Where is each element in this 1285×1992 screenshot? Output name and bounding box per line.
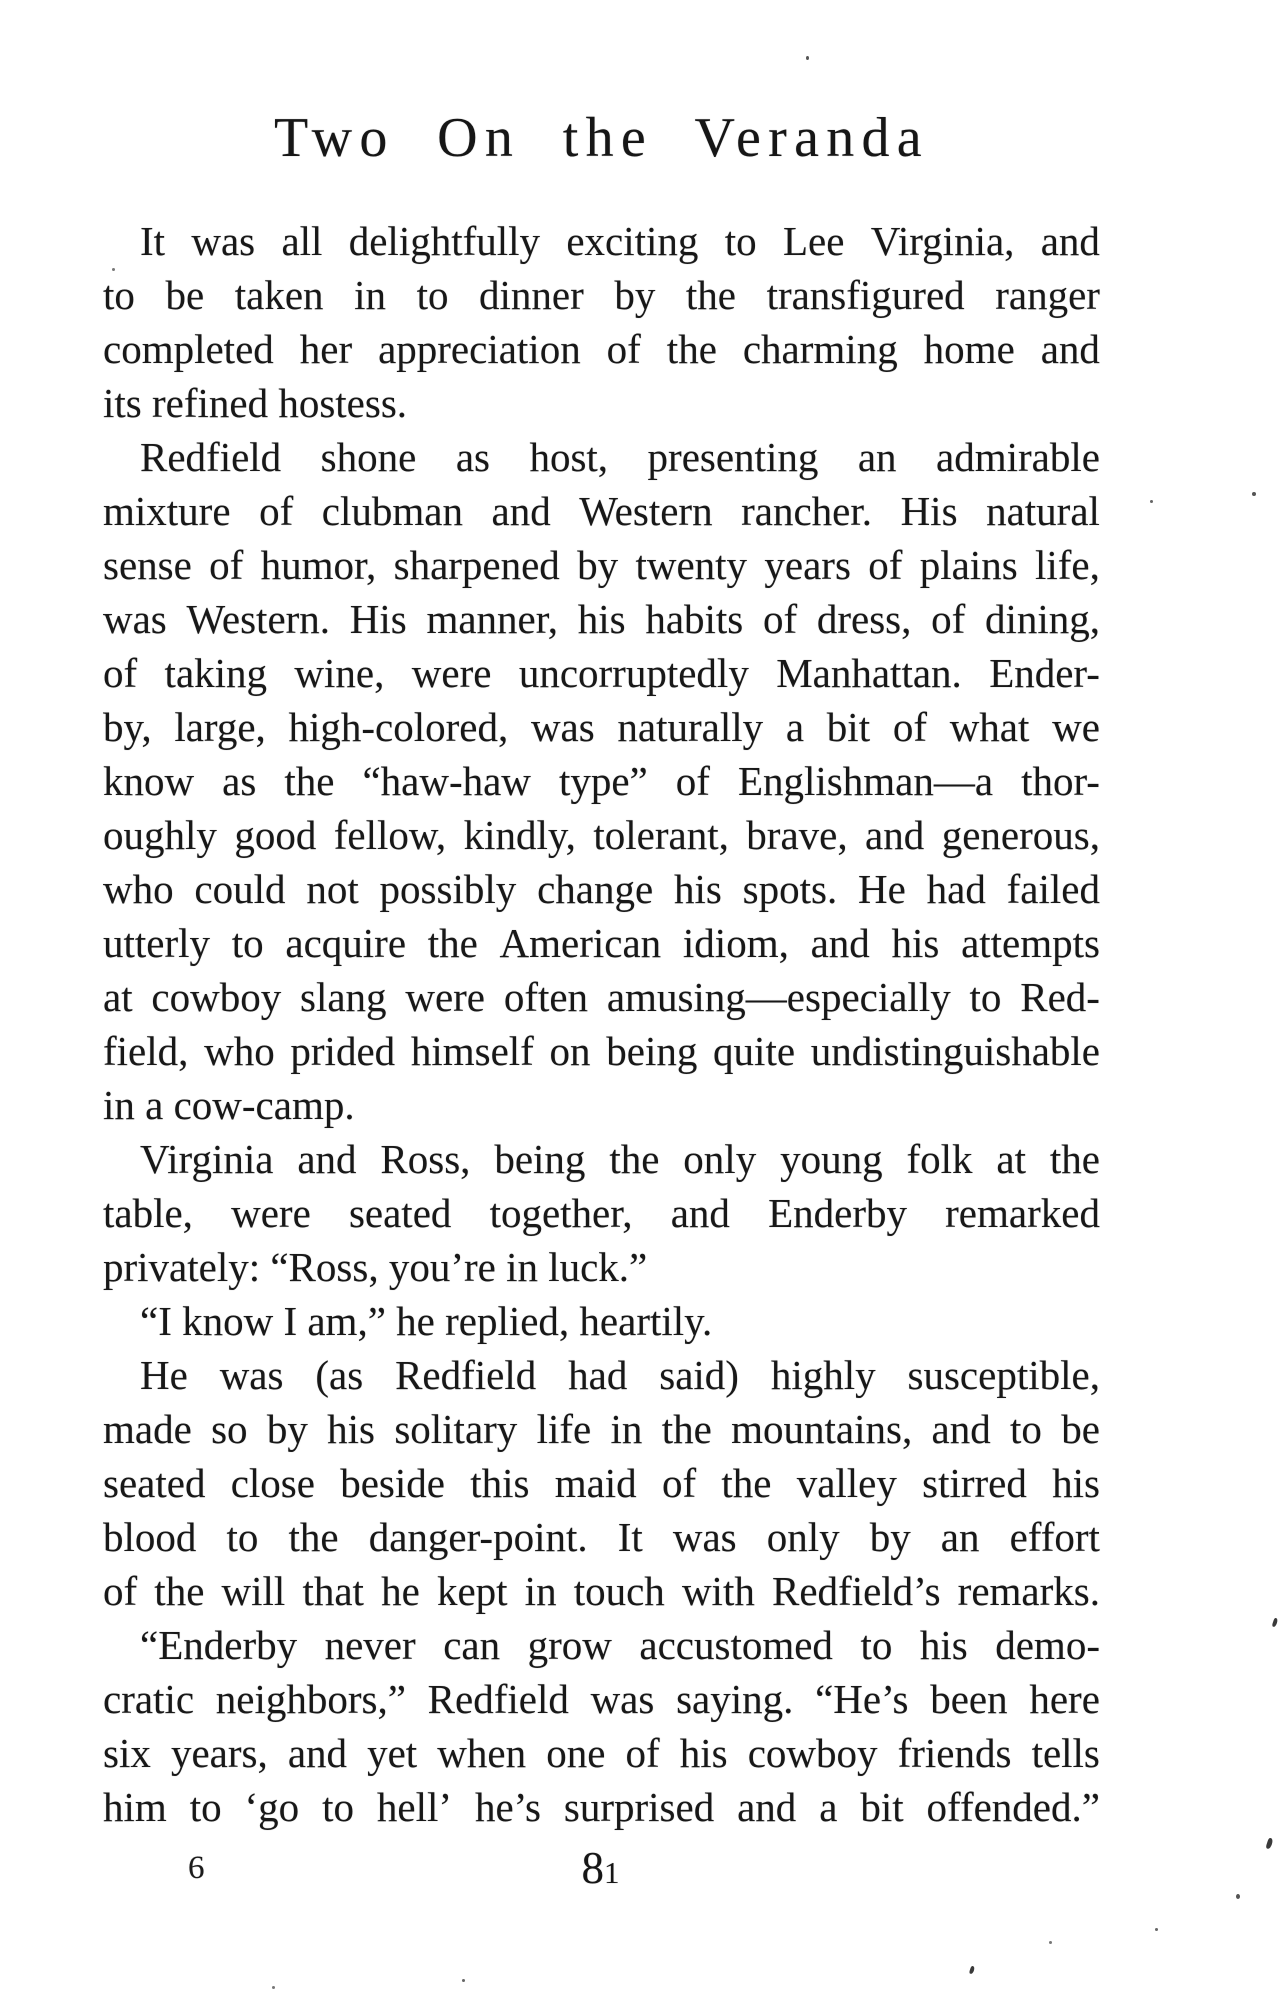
- text-line: [103, 916, 1100, 970]
- word: made: [103, 1406, 192, 1452]
- scan-speck: [969, 1966, 975, 1975]
- word: be: [1061, 1406, 1100, 1452]
- word: uncorruptedly: [518, 650, 749, 696]
- word: Enderby: [768, 1190, 907, 1236]
- scan-speck: [1049, 1941, 1052, 1944]
- word: was: [219, 1352, 284, 1398]
- text-line: [103, 700, 1100, 754]
- word: at: [996, 1136, 1027, 1182]
- text-line: [103, 1564, 1100, 1618]
- word: in: [610, 1406, 643, 1452]
- word: table,: [103, 1190, 193, 1236]
- word: when: [437, 1730, 527, 1776]
- word: his: [1052, 1460, 1100, 1506]
- word: of: [103, 1568, 138, 1614]
- word: himself: [410, 1028, 534, 1074]
- word: his: [327, 1406, 376, 1452]
- word: the: [154, 1568, 205, 1614]
- text-line: [103, 1618, 1100, 1672]
- word: accustomed: [639, 1622, 833, 1668]
- word: wine,: [294, 650, 385, 696]
- word: here: [1029, 1676, 1100, 1722]
- signature-mark: 6: [188, 1850, 205, 1886]
- word: Ender-: [989, 650, 1100, 696]
- word: admirable: [936, 434, 1100, 480]
- paragraph: [103, 214, 1100, 430]
- word: at: [103, 974, 133, 1020]
- word: folk: [906, 1136, 973, 1182]
- word: field,: [103, 1028, 189, 1074]
- word: an: [940, 1514, 980, 1560]
- word: “haw-haw: [362, 758, 531, 804]
- word: an: [857, 434, 897, 480]
- word: fellow,: [333, 812, 447, 858]
- word: this: [470, 1460, 530, 1506]
- text-line: [103, 1510, 1100, 1564]
- word: idiom,: [682, 920, 789, 966]
- word: the: [284, 758, 335, 804]
- word: know: [103, 758, 195, 804]
- word: remarked: [945, 1190, 1100, 1236]
- word: Western.: [186, 596, 331, 642]
- word: presenting: [647, 434, 819, 480]
- text-line: [103, 538, 1100, 592]
- word: Virginia: [140, 1136, 274, 1182]
- word: and: [670, 1190, 730, 1236]
- word: possibly: [379, 866, 517, 912]
- scan-speck: [806, 56, 809, 60]
- word: we: [1052, 704, 1100, 750]
- word: to: [231, 920, 264, 966]
- word: seated: [103, 1460, 206, 1506]
- word: and: [491, 488, 551, 534]
- word: quite: [713, 1028, 796, 1074]
- word: life: [536, 1406, 592, 1452]
- word: and: [297, 1136, 357, 1182]
- word: a: [785, 704, 805, 750]
- word: the: [1049, 1136, 1100, 1182]
- word: and: [737, 1784, 797, 1830]
- word: him: [103, 1784, 167, 1830]
- word: to: [969, 974, 1002, 1020]
- word: effort: [1009, 1514, 1100, 1560]
- word: only: [683, 1136, 757, 1182]
- word: natural: [986, 488, 1100, 534]
- word: blood: [103, 1514, 197, 1560]
- word: manner,: [426, 596, 559, 642]
- page-footer: [103, 1840, 1100, 1896]
- scan-speck: [1265, 1837, 1273, 1849]
- page-body: [103, 214, 1100, 1834]
- word: charming: [742, 326, 898, 372]
- word: undistinguishable: [810, 1028, 1100, 1074]
- word: to: [103, 272, 135, 318]
- word: of: [931, 596, 966, 642]
- word: maid: [554, 1460, 637, 1506]
- word: Redfield: [140, 434, 282, 480]
- word: failed: [1006, 866, 1100, 912]
- word: can: [443, 1622, 501, 1668]
- word: to: [416, 272, 449, 318]
- scan-speck: [272, 1986, 275, 1989]
- word: kindly,: [463, 812, 576, 858]
- word: the: [666, 326, 717, 372]
- word: generous,: [941, 812, 1100, 858]
- word: acquire: [285, 920, 407, 966]
- word: he: [381, 1568, 420, 1614]
- chapter-title: Two On the Veranda: [274, 107, 929, 169]
- word: on: [549, 1028, 591, 1074]
- word: not: [306, 866, 359, 912]
- word: six: [103, 1730, 151, 1776]
- word: home: [923, 326, 1015, 372]
- word: the: [609, 1136, 660, 1182]
- word: dining,: [984, 596, 1100, 642]
- text-line: [103, 1726, 1100, 1780]
- word: shone: [320, 434, 417, 480]
- text-line: [103, 1456, 1100, 1510]
- word: of: [259, 488, 294, 534]
- word: His: [900, 488, 958, 534]
- word: mixture: [103, 488, 231, 534]
- word: completed: [103, 326, 274, 372]
- word: to: [724, 218, 757, 264]
- word: and: [287, 1730, 348, 1776]
- paragraph: [103, 1294, 1100, 1348]
- text-line: [103, 808, 1100, 862]
- paragraph: [103, 1618, 1100, 1834]
- word: had: [568, 1352, 628, 1398]
- text-line: [103, 1186, 1100, 1240]
- word: was: [590, 1676, 655, 1722]
- text-line: [103, 754, 1100, 808]
- word: were: [411, 650, 492, 696]
- word: high-colored,: [288, 704, 509, 750]
- word: Lee: [782, 218, 845, 264]
- word: had: [926, 866, 986, 912]
- word: were: [405, 974, 486, 1020]
- word: by: [614, 272, 656, 318]
- word: being: [606, 1028, 698, 1074]
- page-number-digit: 1: [604, 1855, 622, 1890]
- word: spots.: [742, 866, 838, 912]
- word: of: [661, 1460, 697, 1506]
- word: that: [302, 1568, 364, 1614]
- word: humor,: [260, 542, 377, 588]
- word: young: [780, 1136, 883, 1182]
- text-line: [103, 970, 1100, 1024]
- word: good: [234, 812, 317, 858]
- word: naturally: [617, 704, 764, 750]
- scan-speck: [1236, 1894, 1240, 1899]
- text-line: [103, 1132, 1100, 1186]
- paragraph: [103, 1348, 1100, 1618]
- word: It: [140, 218, 166, 264]
- word: close: [230, 1460, 315, 1506]
- word: to: [1010, 1406, 1042, 1452]
- word: cowboy: [151, 974, 282, 1020]
- word: plains: [919, 542, 1018, 588]
- word: of: [868, 542, 903, 588]
- word: Redfield: [395, 1352, 537, 1398]
- paragraph: [103, 430, 1100, 1132]
- word: amusing—especially: [606, 974, 951, 1020]
- word: exciting: [566, 218, 699, 264]
- word: could: [194, 866, 286, 912]
- word: taking: [164, 650, 268, 696]
- word: of: [675, 758, 710, 804]
- word: of: [209, 542, 244, 588]
- text-line: in a cow-camp.: [103, 1082, 355, 1128]
- word: Virginia,: [870, 218, 1015, 264]
- word: by,: [103, 704, 152, 750]
- word: and: [1040, 218, 1100, 264]
- word: dinner: [479, 272, 584, 318]
- word: ‘go: [244, 1784, 300, 1830]
- word: as: [455, 434, 490, 480]
- word: said): [659, 1352, 739, 1398]
- word: cratic: [103, 1676, 195, 1722]
- text-line: [103, 214, 1100, 268]
- word: been: [930, 1676, 1008, 1722]
- word: highly: [770, 1352, 876, 1398]
- word: friends: [897, 1730, 1012, 1776]
- word: remarks.: [957, 1568, 1100, 1614]
- word: (as: [315, 1352, 364, 1398]
- word: who: [103, 866, 174, 912]
- word: to: [860, 1622, 893, 1668]
- scan-speck: [1252, 492, 1256, 496]
- word: large,: [174, 704, 266, 750]
- word: with: [681, 1568, 755, 1614]
- word: and: [1040, 326, 1100, 372]
- word: his: [919, 1622, 968, 1668]
- word: sense: [103, 542, 192, 588]
- word: of: [762, 596, 798, 642]
- word: change: [537, 866, 654, 912]
- word: bit: [860, 1784, 904, 1830]
- word: rancher.: [741, 488, 873, 534]
- word: his: [673, 866, 722, 912]
- page-number-digit: 8: [581, 1843, 604, 1893]
- word: appreciation: [378, 326, 581, 372]
- text-line: [103, 268, 1100, 322]
- text-line: privately: “Ross, you’re in luck.”: [103, 1244, 648, 1290]
- word: neighbors,”: [215, 1676, 406, 1722]
- text-line: [103, 1402, 1100, 1456]
- word: Manhattan.: [776, 650, 962, 696]
- word: her: [299, 326, 353, 372]
- word: grow: [527, 1622, 612, 1668]
- scan-speck: [1155, 1928, 1158, 1931]
- word: be: [165, 272, 205, 318]
- word: and: [810, 920, 870, 966]
- word: the: [427, 920, 478, 966]
- word: he’s: [474, 1784, 541, 1830]
- word: years,: [170, 1730, 268, 1776]
- word: his: [577, 596, 626, 642]
- word: seated: [348, 1190, 452, 1236]
- word: clubman: [321, 488, 463, 534]
- word: delightfully: [348, 218, 541, 264]
- word: He: [858, 866, 906, 912]
- word: utterly: [103, 920, 211, 966]
- text-line: [103, 1024, 1100, 1078]
- word: to: [189, 1784, 222, 1830]
- word: and: [931, 1406, 991, 1452]
- word: a: [819, 1784, 838, 1830]
- word: as: [222, 758, 257, 804]
- word: the: [288, 1514, 339, 1560]
- word: tells: [1031, 1730, 1100, 1776]
- word: stirred: [922, 1460, 1027, 1506]
- scan-speck: [112, 268, 115, 271]
- word: cowboy: [747, 1730, 878, 1776]
- word: and: [865, 812, 925, 858]
- word: to: [226, 1514, 259, 1560]
- word: Redfield’s: [772, 1568, 941, 1614]
- word: only: [766, 1514, 840, 1560]
- word: by: [577, 542, 619, 588]
- word: Redfield: [427, 1676, 569, 1722]
- word: mountains,: [731, 1406, 913, 1452]
- text-line: [103, 1672, 1100, 1726]
- word: being: [494, 1136, 586, 1182]
- text-line: [103, 1348, 1100, 1402]
- word: “Enderby: [140, 1622, 298, 1668]
- word: He: [140, 1352, 188, 1398]
- text-line: “I know I am,” he replied, heartily.: [140, 1298, 713, 1344]
- word: his: [679, 1730, 728, 1776]
- text-line: [103, 430, 1100, 484]
- word: Red-: [1020, 974, 1100, 1020]
- word: kept: [436, 1568, 508, 1614]
- word: one: [546, 1730, 606, 1776]
- word: solitary: [394, 1406, 518, 1452]
- word: dress,: [816, 596, 912, 642]
- word: Western: [579, 488, 713, 534]
- book-page: [103, 107, 1100, 1896]
- word: Englishman—a: [737, 758, 994, 804]
- word: prided: [290, 1028, 396, 1074]
- word: surprised: [563, 1784, 715, 1830]
- word: by: [869, 1514, 911, 1560]
- scan-speck: [1150, 500, 1153, 503]
- text-line: [103, 484, 1100, 538]
- word: yet: [367, 1730, 418, 1776]
- word: to: [322, 1784, 354, 1830]
- word: of: [625, 1730, 660, 1776]
- text-line: its refined hostess.: [103, 380, 408, 426]
- text-line: [103, 862, 1100, 916]
- word: hell’: [376, 1784, 453, 1830]
- word: transfigured: [766, 272, 965, 318]
- word: type”: [558, 758, 648, 804]
- word: touch: [573, 1568, 665, 1614]
- word: was: [191, 218, 256, 264]
- word: taken: [234, 272, 324, 318]
- word: in: [524, 1568, 557, 1614]
- text-line: [103, 1780, 1100, 1834]
- word: of: [892, 704, 927, 750]
- word: what: [949, 704, 1030, 750]
- word: American: [499, 920, 662, 966]
- word: will: [221, 1568, 286, 1614]
- word: of: [103, 650, 138, 696]
- word: was: [103, 596, 167, 642]
- word: who: [204, 1028, 275, 1074]
- word: tolerant,: [593, 812, 729, 858]
- word: the: [661, 1406, 712, 1452]
- word: bit: [826, 704, 871, 750]
- word: thor-: [1021, 758, 1100, 804]
- word: his: [891, 920, 940, 966]
- word: the: [721, 1460, 772, 1506]
- word: was: [530, 704, 595, 750]
- word: sharpened: [393, 542, 560, 588]
- word: Ross,: [380, 1136, 471, 1182]
- word: susceptible,: [907, 1352, 1100, 1398]
- word: so: [211, 1406, 248, 1452]
- scan-speck: [462, 1979, 465, 1982]
- word: beside: [340, 1460, 445, 1506]
- word: the: [685, 272, 736, 318]
- word: danger-point.: [368, 1514, 588, 1560]
- word: oughly: [103, 812, 217, 858]
- word: of: [606, 326, 641, 372]
- word: ranger: [995, 272, 1100, 318]
- word: saying.: [676, 1676, 794, 1722]
- word: brave,: [746, 812, 848, 858]
- word: attempts: [961, 920, 1100, 966]
- word: was: [672, 1514, 737, 1560]
- word: were: [231, 1190, 311, 1236]
- word: offended.”: [926, 1784, 1100, 1830]
- word: valley: [796, 1460, 897, 1506]
- paragraph: [103, 1132, 1100, 1294]
- word: all: [281, 218, 323, 264]
- word: twenty: [635, 542, 748, 588]
- text-line: [103, 592, 1100, 646]
- scan-speck: [1272, 1618, 1279, 1628]
- word: together,: [489, 1190, 633, 1236]
- word: often: [503, 974, 589, 1020]
- page-number: [103, 1840, 1100, 1907]
- word: slang: [300, 974, 387, 1020]
- word: in: [354, 272, 386, 318]
- word: by: [266, 1406, 308, 1452]
- text-line: [103, 322, 1100, 376]
- text-line: [103, 646, 1100, 700]
- word: years: [764, 542, 851, 588]
- word: It: [617, 1514, 643, 1560]
- word: host,: [529, 434, 609, 480]
- word: never: [324, 1622, 416, 1668]
- word: life,: [1034, 542, 1100, 588]
- word: demo-: [995, 1622, 1100, 1668]
- word: habits: [645, 596, 744, 642]
- word: “He’s: [815, 1676, 909, 1722]
- word: His: [349, 596, 407, 642]
